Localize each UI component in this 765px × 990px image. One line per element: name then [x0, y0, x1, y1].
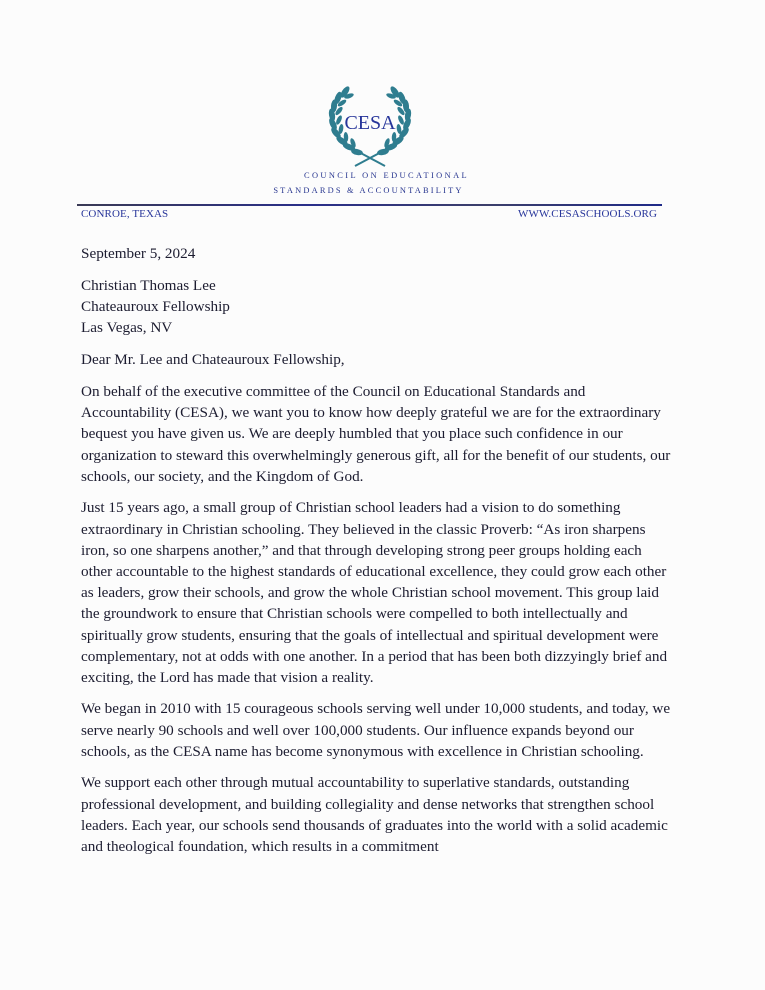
letterhead-website: WWW.CESASCHOOLS.ORG	[517, 208, 657, 220]
salutation: Dear Mr. Lee and Chateauroux Fellowship,	[81, 351, 345, 369]
paragraph-3: We began in 2010 with 15 courageous schools serving well under 10,000 students, and today, we serve nearly 90 schools and well over 100,000 students. Our influence expands beyond our schools, as the CESA name has become synonymous with excellence in Christian schooling.	[81, 700, 671, 760]
paragraph-4: We support each other through mutual accountability to superlative standards, outstanding professional development, and building collegiality and dense networks that strengthen school leaders. Each year, our schools send thousands of graduates into the world with a solid academic and theological foundation, which results in a commitment	[81, 774, 668, 855]
paragraph-2: Just 15 years ago, a small group of Christian school leaders had a vision to do something extraordinary in Christian schooling. They believed in the classic Proverb: “As iron sharpens iron, so one sharpens another,” and that through developing strong peer groups holding each other accountable to the highest standards of educational excellence, they could grow each other as leaders, grow their schools, and grow the whole Christian school movement. This group laid the groundwork to ensure that Christian schools were compelled to both intellectually and spiritually grow students, ensuring that the goals of intellectual and spiritual development were complementary, not at odds with one another. In a period that has been both dizzyingly brief and exciting, the Lord has made that vision a reality.	[81, 499, 668, 686]
recipient-name: Christian Thomas Lee	[81, 276, 216, 294]
paragraph-1: On behalf of the executive committee of the Council on Educational Standards and Accountability (CESA), we want you to know how deeply grateful we are for the extraordinary bequest you have given us. We are deeply humbled that you place such confidence in our organization to steward this overwhelmingly generous gift, all for the benefit of our students, our schools, our society, and the Kingdom of God.	[81, 383, 671, 485]
org-name-line-2: STANDARDS & ACCOUNTABILITY	[273, 186, 464, 195]
letter-body	[81, 243, 676, 867]
laurel-wreath-icon	[325, 84, 415, 168]
recipient-address	[81, 275, 676, 339]
recipient-organization: Chateauroux Fellowship	[81, 297, 230, 315]
letterhead-location: CONROE, TEXAS	[81, 208, 169, 220]
cesa-logo	[325, 84, 415, 168]
recipient-city: Las Vegas, NV	[81, 319, 173, 337]
org-name-line-1: COUNCIL ON EDUCATIONAL	[303, 171, 470, 180]
letterhead-divider	[77, 204, 662, 206]
letter-date: September 5, 2024	[81, 245, 196, 262]
logo-text: CESA	[344, 112, 396, 134]
